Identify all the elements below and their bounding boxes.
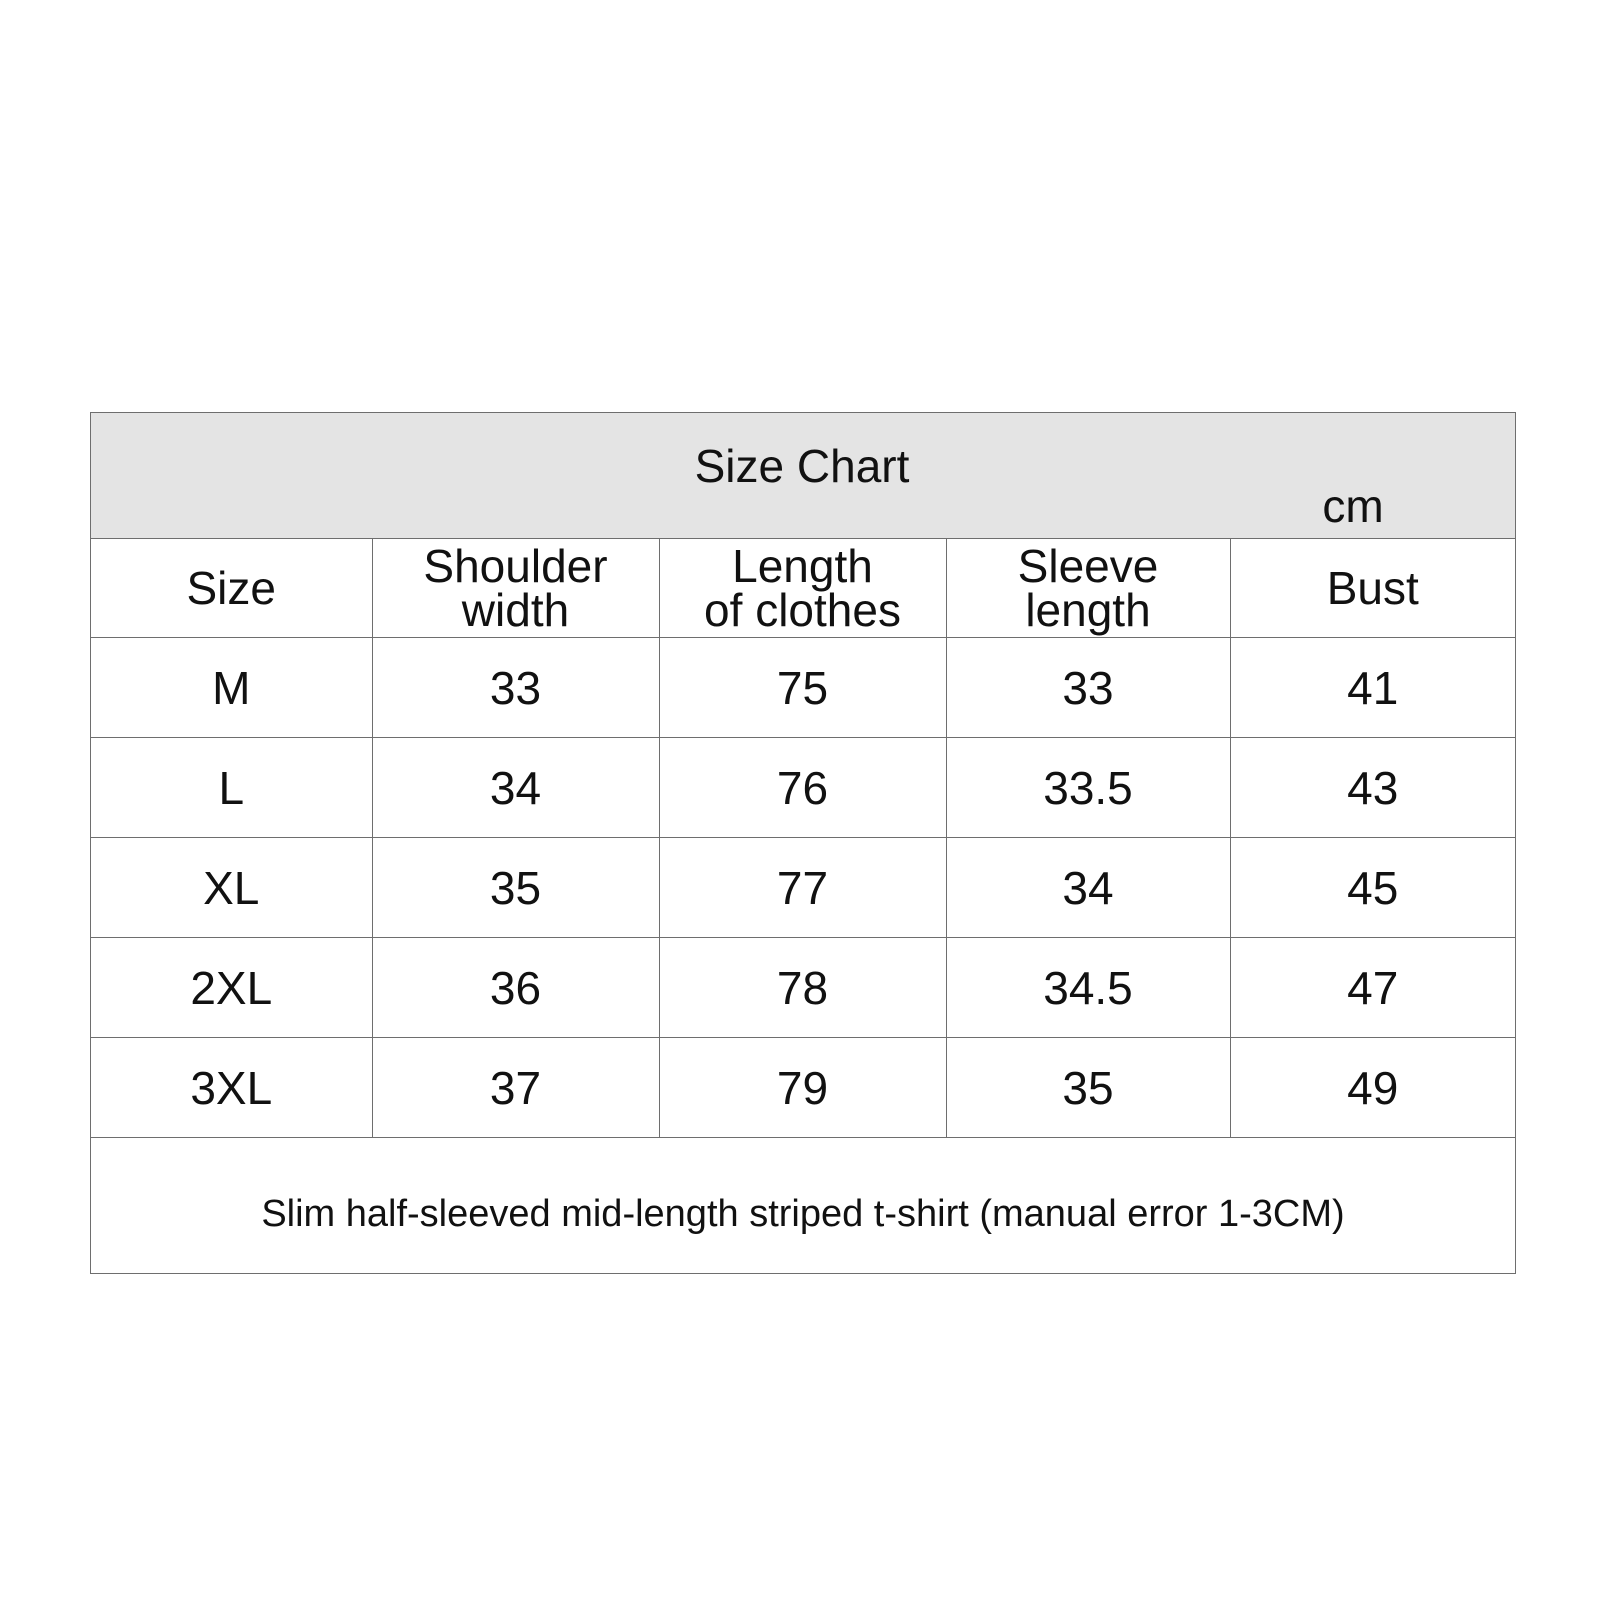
table-row [91,838,1515,938]
cell-size: XL [91,838,372,938]
cell-bust: 45 [1230,838,1515,938]
product-note: Slim half-sleeved mid-length striped t-shirt (manual error 1-3CM) [261,1193,1345,1235]
note-band [91,1149,1515,1273]
cell-bust: 49 [1230,1038,1515,1138]
cell-bust: 41 [1230,638,1515,738]
cell-shoulder-width: 35 [372,838,659,938]
table-row [91,738,1515,838]
cell-shoulder-width: 37 [372,1038,659,1138]
cell-size: 2XL [91,938,372,1038]
cell-shoulder-width: 34 [372,738,659,838]
cell-size: L [91,738,372,838]
table-row [91,638,1515,738]
cell-sleeve-length: 35 [946,1038,1230,1138]
cell-length-of-clothes: 79 [659,1038,946,1138]
header-row [91,539,1515,638]
cell-shoulder-width: 33 [372,638,659,738]
header-sleeve-length: Sleeve length [946,539,1230,638]
unit-label: cm [1322,480,1384,532]
cell-sleeve-length: 34.5 [946,938,1230,1038]
header-shoulder-width: Shoulder width [372,539,659,638]
cell-sleeve-length: 33.5 [946,738,1230,838]
cell-size: 3XL [91,1038,372,1138]
chart-title: Size Chart [694,440,910,492]
header-bust: Bust [1230,539,1515,638]
size-chart [90,412,1516,1274]
cell-sleeve-length: 34 [946,838,1230,938]
cell-size: M [91,638,372,738]
table-row [91,1038,1515,1138]
header-length-of-clothes: Length of clothes [659,539,946,638]
cell-shoulder-width: 36 [372,938,659,1038]
header-size: Size [91,539,372,638]
cell-length-of-clothes: 77 [659,838,946,938]
cell-bust: 43 [1230,738,1515,838]
cell-bust: 47 [1230,938,1515,1038]
table-row [91,938,1515,1038]
cell-length-of-clothes: 76 [659,738,946,838]
cell-length-of-clothes: 75 [659,638,946,738]
title-band [91,413,1515,539]
size-table [91,539,1515,1138]
cell-sleeve-length: 33 [946,638,1230,738]
cell-length-of-clothes: 78 [659,938,946,1038]
